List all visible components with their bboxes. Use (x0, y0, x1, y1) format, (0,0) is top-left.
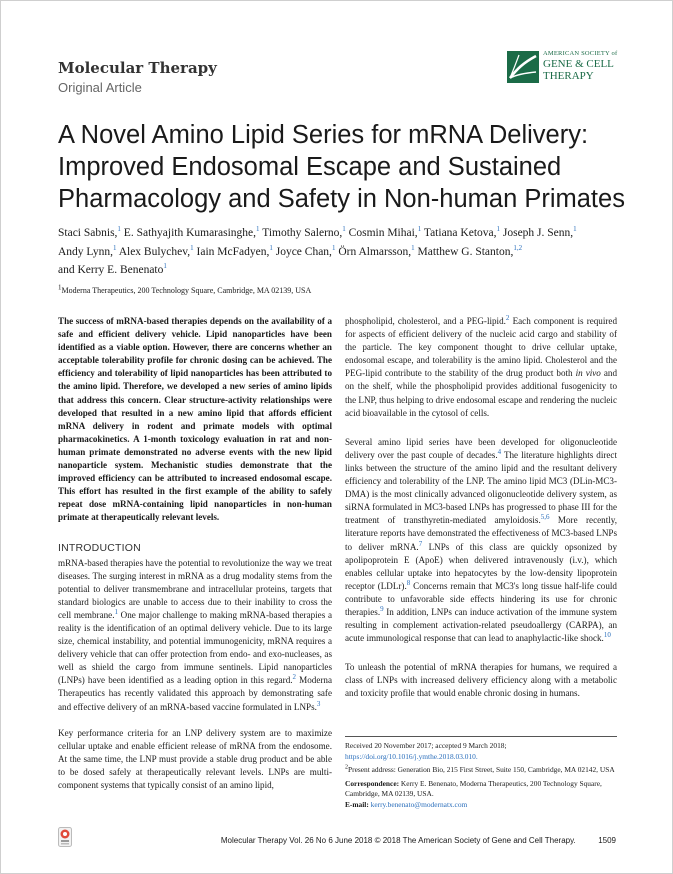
affiliation (58, 283, 633, 295)
author-affiliation-marker: 1 (190, 243, 194, 252)
right-column (345, 315, 617, 701)
author-name: Alex Bulychev, (118, 245, 191, 258)
right-paragraph-3: To unleash the potential of mRNA therapies for humans, we required a class of LNPs with increased delivery efficiency along with a metabolic and toxicity profile that would enable chronic dosing in humans. (345, 662, 617, 699)
author-name: Staci Sabnis, (58, 227, 118, 239)
author-affiliation-marker: 1 (269, 243, 273, 252)
author-affiliation-marker: 1 (117, 225, 121, 234)
article-type: Original Article (58, 80, 142, 95)
footer-citation: Molecular Therapy Vol. 26 No 6 June 2018 © 2018 The American Society of Gene and Cell Therapy. (220, 836, 576, 845)
author-affiliation-marker: 1 (112, 243, 117, 252)
author-name: Tatiana Ketova, (423, 227, 497, 239)
abstract: The success of mRNA-based therapies depends on the availability of a safe and efficient delivery vehicle. Lipid nanoparticles have been identified as a viable option. However, there are concerns whether an acceptable tolerability profile for chronic dosing can be achieved. The efficiency and tolerability of lipid nanoparticles has been attributed to the amino lipid. Therefore, we developed a new series of amino lipids that address this concern. Clear structure-activity relationships were developed that resulted in a new amino lipid that affords efficient mRNA delivery in rodent and primate models with optimal pharmacokinetics. A 1-month toxicology evaluation in rat and non-human primate demonstrated no adverse events with the new lipid nanoparticle system. Mechanistic studies demonstrate that the improved efficiency can be attributed to increased endosomal escape. This effort has resulted in the first example of the ability to safely repeat dose mRNA-containing lipid nanoparticles in non-human primate at therapeutically relevant levels. (58, 316, 332, 523)
journal-name: Molecular Therapy (58, 59, 217, 77)
society-logo (507, 49, 619, 89)
page-footer (196, 836, 616, 845)
author-affiliation-marker: 1 (573, 225, 577, 234)
footnotes (345, 736, 617, 813)
doi-link[interactable]: https://doi.org/10.1016/j.ymthe.2018.03.010. (345, 751, 478, 761)
author-affiliation-marker: 1 (163, 262, 167, 271)
article-title: A Novel Amino Lipid Series for mRNA Delivery: Improved Endosomal Escape and Sustained Pharmacology and Safety in Non-human Primates (58, 121, 625, 213)
author-affiliation-marker: 1 (411, 243, 415, 252)
author-affiliation-marker: 1 (256, 225, 260, 234)
email-line: E-mail: kerry.benenato@modernatx.com (345, 799, 468, 809)
author-affiliation-marker: 1 (417, 225, 422, 234)
author-name: Timothy Salerno, (262, 227, 343, 239)
received-date: Received 20 November 2017; accepted 9 March 2018; (345, 741, 507, 750)
email-link[interactable]: kerry.benenato@modernatx.com (368, 799, 468, 809)
author-name: Joyce Chan, (275, 245, 332, 258)
intro-paragraph-2: Key performance criteria for an LNP delivery system are to maximize cellular uptake and enable efficient release of mRNA from the endosome. At the same time, the LNP must provide a stable drug product and be able to be dosed safely at therapeutically relevant levels. LNPs are multi-component systems that typically consist of an amino lipid, (58, 727, 332, 790)
author-name: Örn Almarsson, (338, 245, 412, 258)
logo-line-3: THERAPY (543, 70, 594, 82)
author-name: Cosmin Mihai, (348, 227, 418, 239)
logo-line-2: GENE & CELL (543, 58, 614, 70)
section-heading-introduction: INTRODUCTION (58, 541, 141, 554)
logo-line-1: AMERICAN SOCIETY of (543, 50, 618, 57)
crossmark-icon[interactable] (58, 827, 72, 847)
author-name: Iain McFadyen, (196, 245, 270, 258)
page-number: 1509 (598, 836, 616, 845)
author-name: Joseph J. Senn, (502, 227, 574, 239)
left-column (58, 315, 332, 792)
intro-paragraph-1: mRNA-based therapies have the potential to revolutionize the way we treat diseases. The surging interest in mRNA as a drug modality stems from the potential to deliver transmembrane and intracellular proteins, targets that standard biologics are unable to access due to their inability to cross the cell membrane.$^1$ One major challenge to making mRNA-based therapies a reality is the identification of an optimal delivery vehicle. Due to its large size, chemical instability, and potential immunogenicity, mRNA requires a delivery vehicle that can offer protection from endo- and exo-nucleases, as well as shield the cargo from immune sentinels. Lipid nanoparticles (LNPs) have been identified as a leading option in this regard.$^2$ Moderna Therapeutics has recently validated this approach by demonstrating safe and effective delivery of an mRNA-based vaccine formulated in LNPs.$^3$ (58, 557, 332, 712)
affiliation-marker: 1 (58, 283, 62, 292)
right-paragraph-2: Several amino lipid series have been developed for oligonucleotide delivery over the past couple of decades.$^4$ The literature highlights direct links between the structure of the amino lipid and the resultant delivery efficiency and tolerability of the LNP. The amino lipid MC3 (DLin-MC3-DMA) is the most clinically advanced oligonucleotide delivery system, as siRNA formulated in MC3-based LNPs has progressed to phase III for the treatment of transthyretin-mediated amyloidosis.$^{5,6}$ More recently, literature reports have demonstrated the effectiveness of MC3-based LNPs to deliver mRNA.$^7$ LNPs of this class are quickly opsonized by apolipoprotein E (ApoE) when delivered intravenously (i.v.), which enables cellular uptake into hepatocytes by the low-density lipoprotein receptor (LDLr).$^8$ Concerns remain that MC3's long tissue half-life could contribute to unfavorable side effects hindering its use for chronic therapies.$^9$ In addition, LNPs can induce activation of the immune system resulting in complement activation-related pseudoallergy (CARPA), an acute immunological response that can lead to anaphylactic-like shock.$^{10}$ (345, 436, 618, 644)
author-name: Matthew G. Stanton, (417, 245, 514, 258)
author-affiliation-marker: 1 (342, 225, 346, 234)
author-name: Andy Lynn, (58, 245, 113, 258)
present-address: $^2$Present address: Generation Bio, 215 First Street, Suite 150, Cambridge, MA 02142, USA (345, 764, 615, 774)
asgct-logo-icon (507, 51, 539, 83)
author-name: and Kerry E. Benenato (58, 264, 164, 276)
author-list (58, 224, 633, 280)
right-paragraph-1: phospholipid, cholesterol, and a PEG-lipid.$^2$ Each component is required for aspects of efficient delivery of the nucleic acid cargo and stability of the particle. The key component thought to drive cellular uptake, endosomal escape, and tolerability is the amino lipid. Cholesterol and the PEG-lipid contribute to the stability of the drug product both in vivo and on the shelf, while the phospholipid provides additional fusogenicity to the LNP, thus helping to drive endosomal escape and rendering the nucleic acid bioavailable in the cytosol of cells. (345, 313, 617, 418)
author-affiliation-marker: 1 (331, 243, 336, 252)
correspondence: Correspondence: Kerry E. Benenato, Moderna Therapeutics, 200 Technology Square, Cambridge, MA 02139, USA. (345, 778, 602, 798)
author-affiliation-marker: 1,2 (513, 243, 523, 252)
author-affiliation-marker: 1 (496, 225, 500, 234)
affiliation-text: Moderna Therapeutics, 200 Technology Square, Cambridge, MA 02139, USA (61, 286, 312, 295)
author-name: E. Sathyajith Kumarasinghe, (123, 227, 257, 239)
